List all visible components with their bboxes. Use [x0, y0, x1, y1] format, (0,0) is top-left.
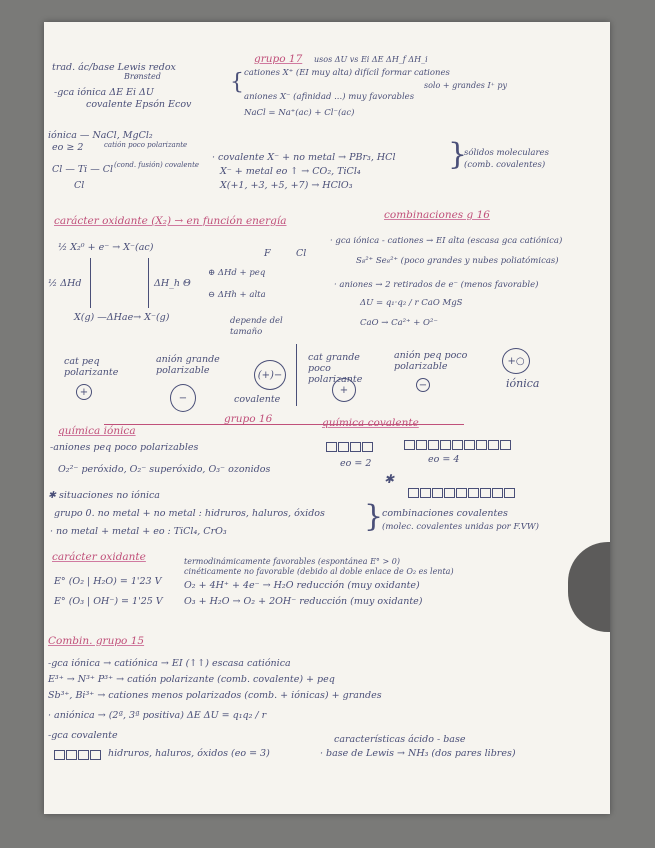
section-title-grupo17: grupo 17: [254, 53, 303, 65]
text-line: usos ΔU vs Ei ΔE ΔH_f ΔH_i: [314, 55, 428, 64]
notebook-page: [44, 22, 610, 814]
text-line: depende del tamaño: [230, 316, 283, 337]
text-line: eo ≥ 2: [52, 142, 84, 153]
text-line: cat grande poco polarizante: [308, 352, 363, 385]
finger-shadow: [568, 542, 610, 632]
text-line: grupo 0. no metal + no metal : hidruros, haluros, óxidos: [54, 508, 325, 519]
text-line: -aniones peq poco polarizables: [50, 442, 199, 453]
text-line: X(g) —ΔHae→ X⁻(g): [74, 312, 170, 323]
text-line: ΔU = q₁·q₂ / r CaO MgS: [360, 298, 463, 308]
orbital-boxes-s: [404, 440, 511, 450]
text-line: E° (O₃ | OH⁻) = 1'25 V: [54, 596, 163, 607]
text-line: (cond. fusión) covalente: [114, 161, 200, 169]
text-line: · no metal + metal + eo : TiCl₄, CrO₃: [50, 526, 227, 537]
arrow-up: [148, 258, 149, 308]
text-line: · aniones → 2 retirados de e⁻ (menos favorable): [334, 280, 539, 290]
text-line: solo + grandes I⁺ py: [424, 81, 508, 90]
text-line: hidruros, haluros, óxidos (eo = 3): [108, 748, 270, 759]
cation-small-circle: +: [76, 384, 92, 400]
text-line: -gca iónica → catiónica → EI (↑↑) escasa catiónica: [48, 658, 291, 669]
text-line: ½ ΔHd: [48, 278, 82, 289]
text-line: trad. ác/base Lewis redox: [52, 62, 176, 73]
text-line: eo = 4: [428, 454, 460, 465]
text-line: Brønsted: [124, 72, 161, 81]
text-line: · base de Lewis → NH₃ (dos pares libres): [320, 748, 516, 759]
text-line: Cl: [74, 180, 85, 191]
text-line: -gca covalente: [48, 730, 118, 741]
text-line: covalente Epsón Ecov: [86, 99, 192, 110]
text-line: covalente: [234, 394, 281, 405]
text-line: cationes X⁺ (EI muy alta) difícil formar cationes: [244, 68, 450, 78]
text-line: S₈²⁺ Se₈²⁺ (poco grandes y nubes poliatómicas): [356, 256, 559, 266]
text-line: ⊖ ΔHh + alta: [208, 290, 266, 300]
text-line: ΔH_h Θ: [154, 278, 191, 289]
text-line: combinaciones covalentes: [382, 508, 508, 519]
text-line: · gca iónica - cationes → EI alta (escasa gca catiónica): [330, 236, 563, 246]
text-line: · covalente X⁻ + no metal → PBr₃, HCl: [212, 152, 396, 163]
text-line: aniones X⁻ (afinidad ...) muy favorables: [244, 92, 415, 102]
text-line: O₂ + 4H⁺ + 4e⁻ → H₂O reducción (muy oxidante): [184, 580, 420, 591]
anion-large-circle: −: [170, 384, 196, 412]
ion-pair-circle: +○: [502, 348, 530, 374]
text-line: iónica — NaCl, MgCl₂: [48, 130, 153, 141]
cation-large-circle: +: [332, 378, 356, 402]
text-line: iónica: [506, 377, 540, 390]
text-line: (molec. covalentes unidas por F.VW): [382, 522, 539, 532]
section-title-grupo15: Combin. grupo 15: [48, 635, 145, 647]
text-line: anión peq poco polarizable: [394, 350, 468, 372]
text-line: catión poco polarizante: [104, 141, 188, 149]
text-line: Cl: [296, 248, 307, 259]
text-line: E° (O₂ | H₂O) = 1'23 V: [54, 576, 162, 587]
brace: }: [364, 499, 384, 534]
orbital-boxes-n: [54, 750, 101, 760]
arrow-down: [90, 258, 91, 308]
brace: }: [448, 137, 468, 172]
text-line: · aniónica → (2ª, 3ª positiva) ΔE ΔU = q₁q₂ / r: [48, 710, 267, 721]
text-line: NaCl = Na⁺(ac) + Cl⁻(ac): [244, 108, 355, 118]
text-line: X(+1, +3, +5, +7) → HClO₃: [220, 180, 353, 191]
orbital-boxes-o: [326, 442, 373, 452]
text-line: anión grande polarizable: [156, 354, 220, 376]
section-title-caracter-oxidante: carácter oxidante (X₂) → en función energía: [54, 215, 287, 227]
orbital-boxes-s-excited: [408, 488, 515, 498]
text-line: X⁻ + metal eo ↑ → CO₂, TiCl₄: [220, 166, 361, 177]
text-line: termodinámicamente favorables (espontánea E° > 0): [184, 557, 400, 566]
section-title-quimica-covalente: química covalente: [322, 417, 419, 429]
section-title-combinaciones-g16: combinaciones g 16: [384, 209, 490, 221]
section-title-grupo16: grupo 16: [224, 413, 273, 425]
text-line: cinéticamente no favorable (debido al doble enlace de O₂ es lenta): [184, 567, 454, 576]
divider: [296, 344, 297, 406]
text-line: Cl — Ti — Cl: [52, 164, 114, 175]
text-line: Sb³⁺, Bi³⁺ → cationes menos polarizados (comb. + iónicas) + grandes: [48, 690, 382, 701]
text-line: eo = 2: [340, 458, 372, 469]
text-line: CaO → Ca²⁺ + O²⁻: [360, 318, 438, 328]
text-line: ⊕ ΔHd + peq: [208, 268, 266, 278]
text-line: F: [264, 248, 271, 259]
text-line: O₃ + H₂O → O₂ + 2OH⁻ reducción (muy oxidante): [184, 596, 423, 607]
section-title-quimica-ionica: química iónica: [58, 425, 136, 437]
anion-small-circle: −: [416, 378, 430, 392]
text-line: ½ X₂⁰ + e⁻ → X⁻(ac): [58, 242, 154, 253]
text-line: sólidos moleculares: [464, 148, 549, 158]
text-line: O₂²⁻ peróxido, O₂⁻ superóxido, O₃⁻ ozonidos: [58, 464, 271, 475]
text-line: E³⁺ → N³⁺ P³⁺ → catión polarizante (comb. covalente) + peq: [48, 674, 335, 685]
text-line: (comb. covalentes): [464, 160, 546, 170]
polarized-pair-circle: (+)−: [254, 360, 286, 390]
text-line: características ácido - base: [334, 734, 466, 745]
text-line: cat peq polarizante: [64, 356, 119, 378]
asterisk: ✱: [384, 472, 395, 486]
text-line: -gca iónica ΔE Ei ΔU: [54, 87, 154, 98]
text-line: ✱ situaciones no iónica: [48, 490, 160, 501]
section-title-caracter-oxidante-o: carácter oxidante: [52, 551, 146, 563]
brace: {: [230, 70, 244, 95]
